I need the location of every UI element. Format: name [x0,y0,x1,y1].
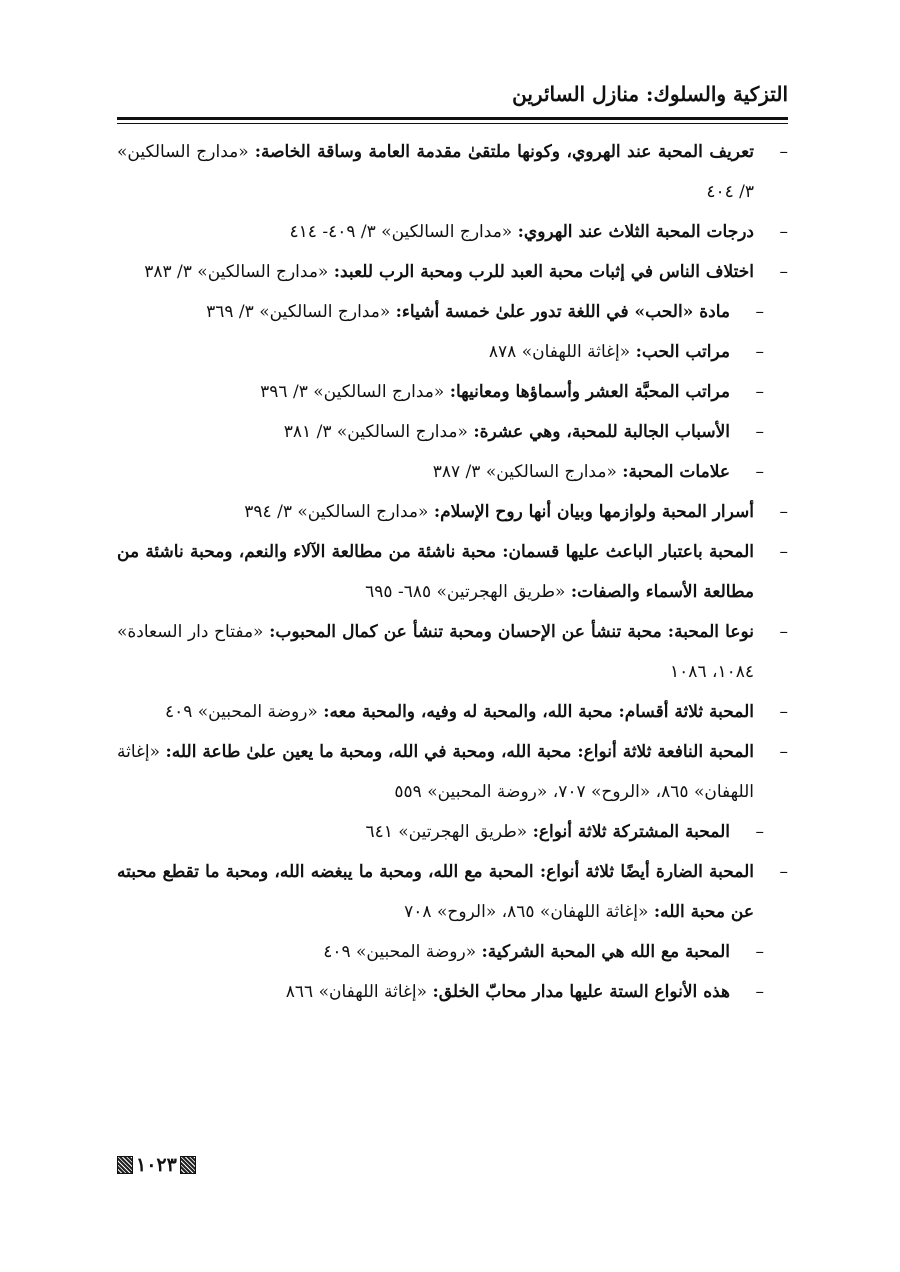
bullet-dash: – [755,382,764,402]
bullet-dash: – [779,142,788,162]
entry-topic: نوعا المحبة: محبة تنشأ عن الإحسان ومحبة تنشأ عن كمال المحبوب: [269,622,754,642]
entry-topic: مراتب المحبَّة العشر وأسماؤها ومعانيها: [449,382,730,402]
index-entry [117,452,788,492]
entry-topic: مراتب الحب: [635,342,730,362]
index-entry [117,852,788,932]
entry-reference: «طريق الهجرتين» ٦٤١ [365,822,528,842]
index-entry [117,532,788,612]
entry-topic: المحبة المشتركة ثلاثة أنواع: [532,822,730,842]
entry-topic: المحبة الضارة أيضًا ثلاثة أنواع: المحبة مع الله، ومحبة ما يبغضه الله، ومحبة ما تقطع محبته عن محبة الله: [117,862,754,922]
entry-topic: درجات المحبة الثلاث عند الهروي: [517,222,754,242]
bullet-dash: – [779,502,788,522]
bullet-dash: – [755,942,764,962]
bullet-dash: – [779,542,788,562]
entry-topic: المحبة النافعة ثلاثة أنواع: محبة الله، ومحبة في الله، ومحبة ما يعين علىٰ طاعة الله: [165,742,754,762]
ornament-left-icon [117,1156,133,1174]
entry-topic: المحبة مع الله هي المحبة الشركية: [481,942,730,962]
index-entry [117,492,788,532]
entry-reference: «إغاثة اللهفان» ٨٦٦ [285,982,428,1002]
entry-reference: «روضة المحبين» ٤٠٩ [323,942,477,962]
index-entry [117,612,788,692]
entry-reference: «إغاثة اللهفان» ٨٦٥، «الروح» ٧٠٨ [404,902,649,922]
index-entry [117,132,788,212]
entry-reference: «إغاثة اللهفان» ٨٦٥، «الروح» ٧٠٧، «روضة المحبين» ٥٥٩ [117,742,754,802]
entry-reference: «طريق الهجرتين» ٦٨٥- ٦٩٥ [365,582,566,602]
index-entry [117,692,788,732]
entry-topic: تعريف المحبة عند الهروي، وكونها ملتقىٰ مقدمة العامة وساقة الخاصة: [254,142,755,162]
entry-reference: «مدارج السالكين» ٣/ ٣٩٦ [260,382,445,402]
entry-topic: هذه الأنواع الستة عليها مدار محابّ الخلق: [432,982,730,1002]
index-entry [117,372,788,412]
running-header: التزكية والسلوك: منازل السائرين [512,82,788,106]
bullet-dash: – [755,462,764,482]
index-entry [117,732,788,812]
index-entry [117,412,788,452]
index-entry [117,252,788,292]
bullet-dash: – [755,342,764,362]
entry-reference: «مدارج السالكين» ٣/ ٤٠٩- ٤١٤ [289,222,513,242]
entry-reference: «مدارج السالكين» ٣/ ٤٠٤ [117,142,754,202]
index-entry [117,812,788,852]
entry-topic: أسرار المحبة ولوازمها وبيان أنها روح الإسلام: [433,502,754,522]
index-entry [117,932,788,972]
bullet-dash: – [779,702,788,722]
bullet-dash: – [779,222,788,242]
entry-topic: المحبة ثلاثة أقسام: محبة الله، والمحبة له وفيه، والمحبة معه: [323,702,754,722]
bullet-dash: – [779,862,788,882]
entry-reference: «مدارج السالكين» ٣/ ٣٩٤ [244,502,429,522]
bullet-dash: – [779,742,788,762]
bullet-dash: – [755,302,764,322]
bullet-dash: – [755,982,764,1002]
entry-topic: علامات المحبة: [622,462,730,482]
header-rule-thick [117,117,788,120]
index-entries [117,132,788,1012]
index-entry [117,212,788,252]
bullet-dash: – [779,622,788,642]
bullet-dash: – [755,822,764,842]
entry-reference: «مفتاح دار السعادة» ١٠٨٤، ١٠٨٦ [117,622,754,682]
header-rule-thin [117,123,788,124]
index-entry [117,332,788,372]
index-entry [117,972,788,1012]
entry-topic: المحبة باعتبار الباعث عليها قسمان: محبة ناشئة من مطالعة الآلاء والنعم، ومحبة ناشئة من مطالعة الأسماء والصفات: [117,542,754,602]
entry-topic: الأسباب الجالبة للمحبة، وهي عشرة: [473,422,730,442]
entry-reference: «مدارج السالكين» ٣/ ٣٦٩ [206,302,391,322]
entry-reference: «روضة المحبين» ٤٠٩ [164,702,318,722]
bullet-dash: – [755,422,764,442]
entry-topic: مادة «الحب» في اللغة تدور علىٰ خمسة أشياء: [395,302,730,322]
entry-reference: «مدارج السالكين» ٣/ ٣٨٣ [144,262,329,282]
page-number: ١٠٢٣ [136,1154,177,1176]
entry-topic: اختلاف الناس في إثبات محبة العبد للرب ومحبة الرب للعبد: [333,262,754,282]
index-entry [117,292,788,332]
entry-reference: «مدارج السالكين» ٣/ ٣٨١ [283,422,468,442]
ornament-right-icon [180,1156,196,1174]
entry-reference: «مدارج السالكين» ٣/ ٣٨٧ [432,462,617,482]
bullet-dash: – [779,262,788,282]
page-footer [117,1154,196,1176]
entry-reference: «إغاثة اللهفان» ٨٧٨ [488,342,631,362]
